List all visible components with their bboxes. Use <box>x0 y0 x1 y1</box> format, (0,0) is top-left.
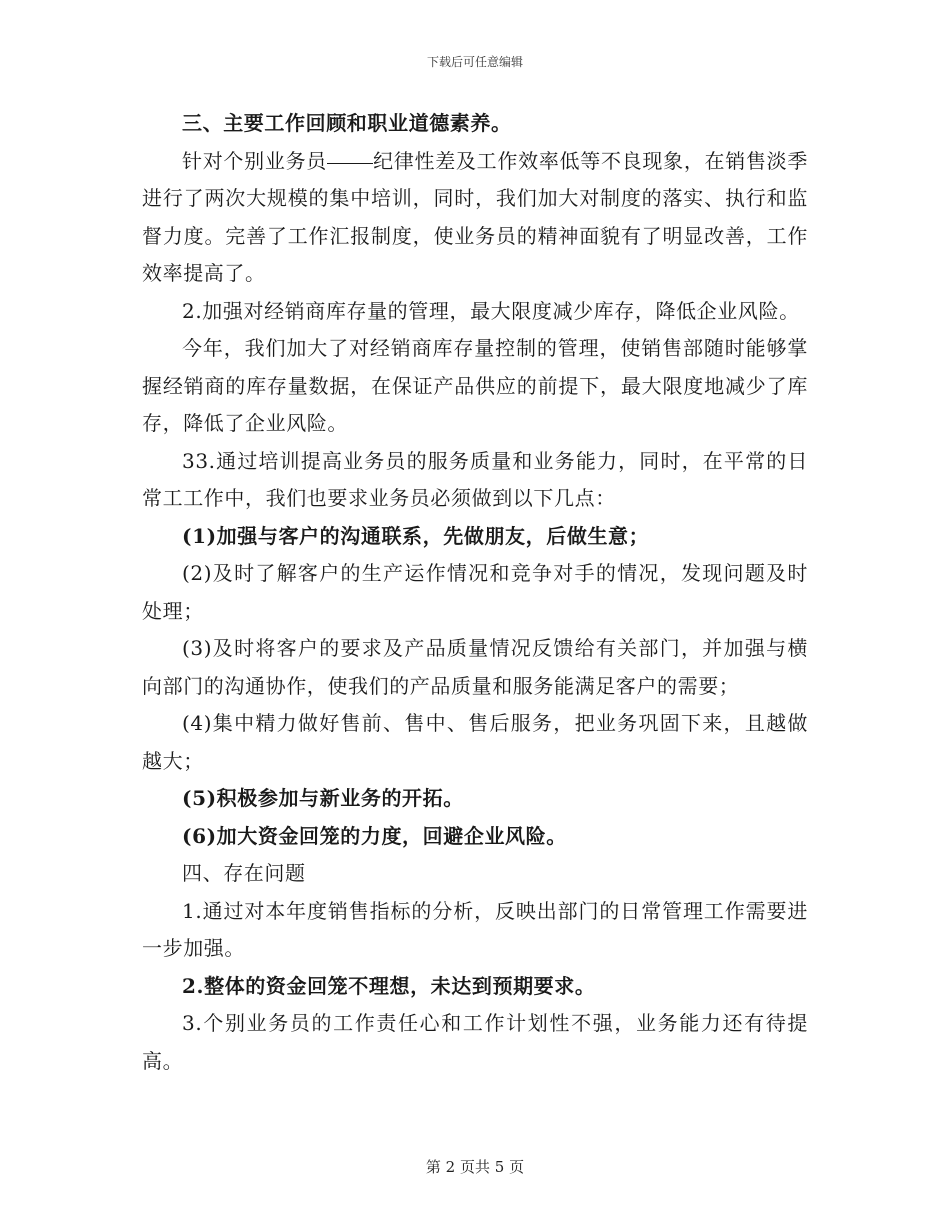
paragraph-inventory: 今年，我们加大了对经销商库存量控制的管理，使销售部随时能够掌握经销商的库存量数据，在保证产品供应的前提下，最大限度地减少了库存，降低了企业风险。 <box>142 336 808 435</box>
paragraph-service-quality: 33.通过培训提高业务员的服务质量和业务能力，同时，在平常的日常工工作中，我们也要求业务员必须做到以下几点： <box>142 448 808 510</box>
problem-item-3: 3.个别业务员的工作责任心和工作计划性不强，业务能力还有待提高。 <box>142 1011 808 1073</box>
page-footer: 第 2 页共 5 页 <box>425 1158 525 1176</box>
list-item-1: (1)加强与客户的沟通联系，先做朋友，后做生意； <box>182 523 650 548</box>
section-heading-main-work: 三、主要工作回顾和职业道德素养。 <box>182 111 512 135</box>
list-item-3: (3)及时将客户的要求及产品质量情况反馈给有关部门，并加强与横向部门的沟通协作，使我们的产品质量和服务能满足客户的需要； <box>142 636 808 698</box>
list-item-6: (6)加大资金回笼的力度，回避企业风险。 <box>182 823 567 848</box>
paragraph-inventory-heading: 2.加强对经销商库存量的管理，最大限度减少库存，降低企业风险。 <box>182 298 800 323</box>
list-item-4: (4)集中精力做好售前、售中、售后服务，把业务巩固下来，且越做越大； <box>142 711 808 773</box>
page-header: 下载后可任意编辑 <box>426 55 523 69</box>
fill-in-blank <box>327 162 373 164</box>
paragraph-training <box>142 143 808 293</box>
problem-item-1: 1.通过对本年度销售指标的分析，反映出部门的日常管理工作需要进一步加强。 <box>142 898 808 960</box>
list-item-2: (2)及时了解客户的生产运作情况和竞争对手的情况，发现问题及时处理； <box>142 561 808 623</box>
paragraph-training-start: 针对个别业务员 <box>182 148 327 173</box>
list-item-5: (5)积极参加与新业务的开拓。 <box>182 786 464 810</box>
document-body <box>142 105 808 1080</box>
problem-item-2: 2.整体的资金回笼不理想，未达到预期要求。 <box>182 973 596 998</box>
section-heading-problems: 四、存在问题 <box>182 861 306 885</box>
paragraph-training-rest: 纪律性差及工作效率低等不良现象，在销售淡季进行了两次大规模的集中培训，同时，我们加大对制度的落实、执行和监督力度。完善了工作汇报制度，使业务员的精神面貌有了明显改善，工作效率提高了。 <box>142 148 808 285</box>
